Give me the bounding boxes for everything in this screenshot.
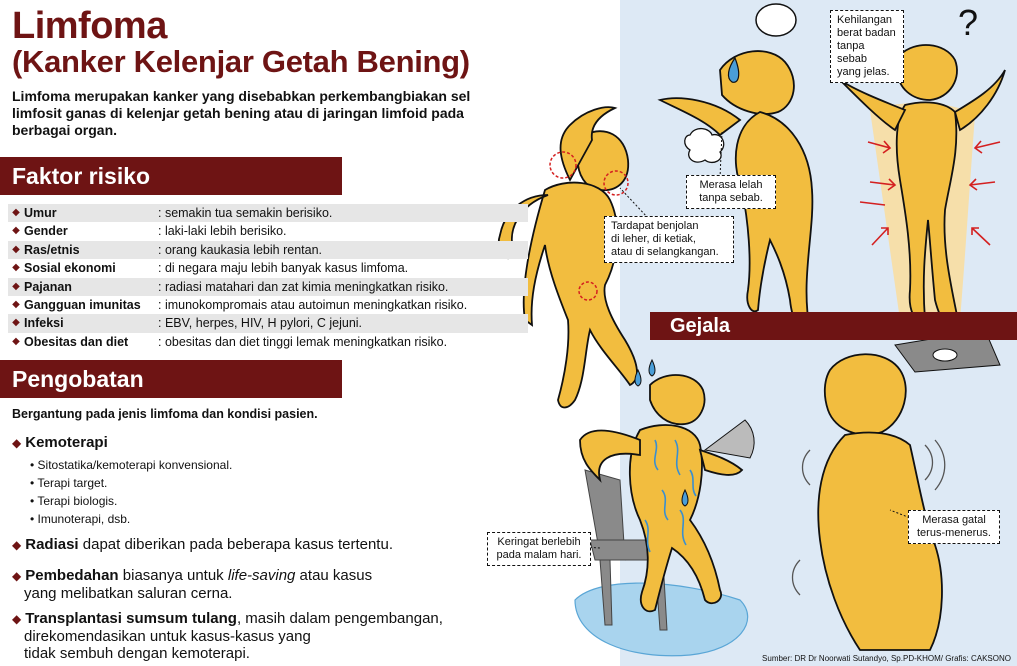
callout-line: tanpa sebab. [699, 192, 763, 204]
transplantasi-line2: direkomendasikan untuk kasus-kasus yang [24, 628, 311, 645]
treatment-radiasi: ◆ Radiasi dapat diberikan pada beberapa kasus tertentu. [12, 536, 393, 553]
kemoterapi-item-text: Terapi biologis. [37, 494, 118, 508]
risk-key: Infeksi [24, 316, 64, 331]
page-title: Limfoma [12, 5, 167, 47]
risk-value: : di negara maju lebih banyak kasus limfoma. [158, 261, 409, 276]
risk-factors-table [8, 204, 528, 351]
risk-value: : radiasi matahari dan zat kimia meningkatkan risiko. [158, 279, 449, 294]
risk-key: Sosial ekonomi [24, 261, 116, 276]
intro-text: Limfoma merupakan kanker yang disebabkan perkembangbiakan sel limfosit ganas di kelenjar getah bening atau di jaringan limfoid pada berbagai organ. [12, 88, 471, 138]
risk-value: : semakin tua semakin berisiko. [158, 206, 333, 220]
thought-bubble-icon [756, 4, 796, 36]
risk-value: : orang kaukasia lebih rentan. [158, 242, 322, 257]
risk-key: Gender [24, 224, 68, 239]
pembedahan-italic: life-saving [227, 567, 296, 584]
risk-row: ◆ Sosial ekonomi : di negara maju lebih banyak kasus limfoma. [8, 259, 528, 277]
treatment-kemoterapi: ◆ Kemoterapi [12, 434, 108, 451]
risk-row: ◆ Ras/etnis : orang kaukasia lebih rentan. [8, 241, 528, 259]
kemoterapi-item-text: Imunoterapi, dsb. [37, 512, 131, 526]
risk-row: ◆ Umur : semakin tua semakin berisiko. [8, 204, 528, 222]
source-credit: Sumber: DR Dr Noorwati Sutandyo, Sp.PD-KHOM/ Grafis: CAKSONO [762, 654, 1011, 663]
treatment-intro: Bergantung pada jenis limfoma dan kondisi pasien. [12, 407, 318, 421]
callout-tired [686, 175, 776, 209]
callout-line: berat badan [837, 27, 896, 39]
callout-line: Tardapat benjolan [611, 220, 699, 232]
pembedahan-text: biasanya untuk [118, 567, 228, 584]
kemoterapi-item-text: Sitostatika/kemoterapi konvensional. [37, 458, 233, 472]
pembedahan-text-after: atau kasus [295, 567, 373, 584]
risk-key: Umur [24, 206, 57, 220]
scale-dial [933, 349, 957, 361]
risk-row: ◆ Gangguan imunitas : imunokompromais atau autoimun meningkatkan risiko. [8, 296, 528, 314]
pembedahan-line2: yang melibatkan saluran cerna. [24, 585, 233, 602]
risk-value: : EBV, herpes, HIV, H pylori, C jejuni. [158, 316, 363, 331]
callout-line: pada malam hari. [496, 549, 582, 561]
question-mark-icon: ? [958, 2, 979, 43]
kemoterapi-item-text: Terapi target. [37, 476, 108, 490]
fan-icon [705, 420, 754, 458]
callout-line: atau di selangkangan. [611, 246, 719, 258]
transplantasi-text: , masih dalam pengembangan, [236, 610, 443, 627]
risk-row: ◆ Pajanan : radiasi matahari dan zat kimia meningkatkan risiko. [8, 278, 528, 296]
treatment-pembedahan: ◆ Pembedahan biasanya untuk life-saving atau kasus yang melibatkan saluran cerna. [12, 567, 373, 602]
callout-line: tanpa sebab [837, 40, 867, 65]
callout-line: Keringat berlebih [497, 536, 581, 548]
callout-line: terus-menerus. [917, 527, 991, 539]
kemoterapi-item: • Terapi biologis. [30, 494, 118, 508]
risk-value: : imunokompromais atau autoimun meningkatkan risiko. [158, 297, 468, 312]
risk-row: ◆ Gender : laki-laki lebih berisiko. [8, 222, 528, 240]
symptoms-heading: Gejala [650, 312, 1017, 340]
callout-line: Kehilangan [837, 14, 893, 26]
callout-line: Merasa gatal [922, 514, 986, 526]
risk-value: : obesitas dan diet tinggi lemak meningkatkan risiko. [158, 334, 448, 349]
kemoterapi-item: • Sitostatika/kemoterapi konvensional. [30, 458, 233, 472]
kemoterapi-item: • Terapi target. [30, 476, 108, 490]
callout-itch [908, 510, 1000, 544]
treatment-transplantasi: ◆ Transplantasi sumsum tulang, masih dalam pengembangan, direkomendasikan untuk kasus-kasus yang tidak sembuh dengan kemoterapi. [12, 610, 443, 662]
pembedahan-label: Pembedahan [25, 567, 119, 584]
risk-factors-heading: Faktor risiko [0, 157, 342, 195]
callout-sweat [487, 532, 591, 566]
callout-lumps [604, 216, 734, 263]
transplantasi-line3: tidak sembuh dengan kemoterapi. [24, 645, 250, 662]
radiasi-text: dapat diberikan pada beberapa kasus tertentu. [78, 536, 393, 553]
risk-key: Ras/etnis [24, 242, 80, 257]
kemoterapi-item: • Imunoterapi, dsb. [30, 512, 131, 526]
risk-key: Pajanan [24, 279, 72, 294]
page-subtitle: (Kanker Kelenjar Getah Bening) [12, 44, 470, 79]
treatment-section [12, 405, 532, 662]
radiasi-label: Radiasi [25, 536, 79, 553]
callout-weight-loss [830, 10, 904, 83]
callout-line: Merasa lelah [699, 179, 763, 191]
figure-weight-loss [840, 45, 1005, 331]
risk-key: Gangguan imunitas [24, 297, 141, 312]
risk-row: ◆ Infeksi : EBV, herpes, HIV, H pylori, C jejuni. [8, 314, 528, 332]
transplantasi-label: Transplantasi sumsum tulang [25, 610, 237, 627]
callout-line: yang jelas. [837, 66, 890, 78]
figure-itching [818, 354, 942, 650]
callout-line: di leher, di ketiak, [611, 233, 696, 245]
kemoterapi-label: Kemoterapi [25, 434, 108, 451]
risk-row: ◆ Obesitas dan diet : obesitas dan diet tinggi lemak meningkatkan risiko. [8, 333, 528, 351]
risk-key: Obesitas dan diet [24, 334, 129, 349]
treatment-heading: Pengobatan [0, 360, 342, 398]
risk-value: : laki-laki lebih berisiko. [158, 224, 287, 239]
